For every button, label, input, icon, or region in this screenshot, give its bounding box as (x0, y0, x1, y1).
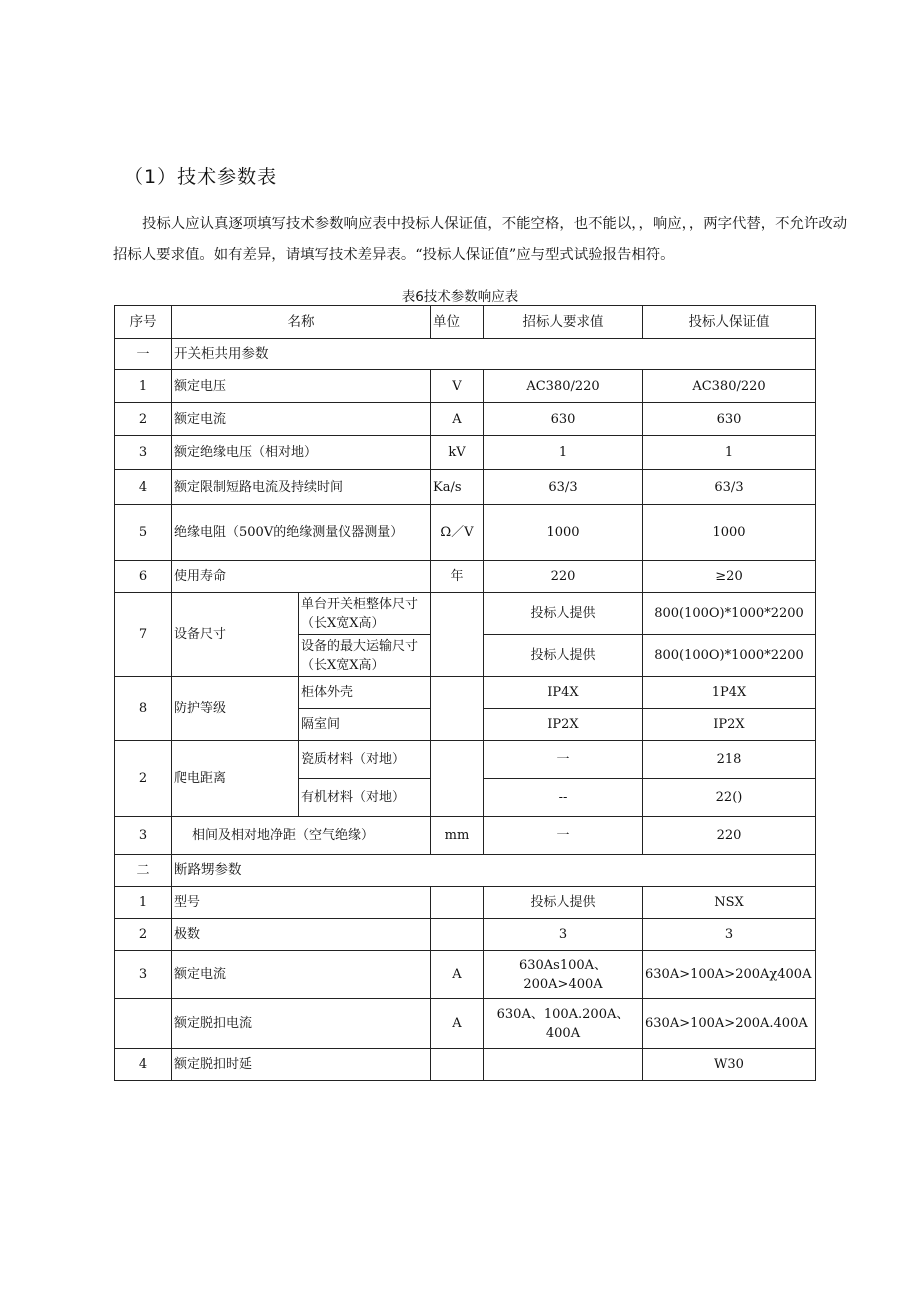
row-required: IP2X (484, 709, 643, 741)
table-row (115, 887, 816, 919)
row-no: 2 (115, 741, 172, 817)
table-row (115, 505, 816, 561)
row-guaranteed: 22() (643, 779, 816, 817)
row-name: 设备尺寸 (172, 593, 299, 677)
row-unit: kV (431, 436, 484, 470)
header-name: 名称 (172, 306, 431, 339)
row-name: 额定电流 (172, 951, 431, 999)
table-row (115, 436, 816, 470)
table-row (115, 817, 816, 855)
row-unit: mm (431, 817, 484, 855)
row-name: 爬电距离 (172, 741, 299, 817)
section-row (115, 855, 816, 887)
row-guaranteed: 630A>100A>200Aχ400A (643, 951, 816, 999)
technical-parameters-table (114, 305, 816, 1081)
row-no (115, 999, 172, 1049)
row-subname: 柜体外壳 (299, 677, 431, 709)
row-name: 绝缘电阻（500V的绝缘测量仪器测量） (172, 505, 431, 561)
row-unit: V (431, 370, 484, 403)
row-required: 投标人提供 (484, 887, 643, 919)
row-required: 220 (484, 561, 643, 593)
row-required: 1000 (484, 505, 643, 561)
row-required: 投标人提供 (484, 635, 643, 677)
row-no: 3 (115, 817, 172, 855)
row-no: 5 (115, 505, 172, 561)
row-guaranteed: NSX (643, 887, 816, 919)
table-row (115, 919, 816, 951)
table-row (115, 677, 816, 709)
row-no: 3 (115, 436, 172, 470)
row-name: 防护等级 (172, 677, 299, 741)
section-title: 开关柜共用参数 (172, 339, 816, 370)
row-no: 8 (115, 677, 172, 741)
row-name: 型号 (172, 887, 431, 919)
table-row (115, 561, 816, 593)
row-guaranteed: 1000 (643, 505, 816, 561)
header-unit: 单位 (431, 306, 484, 339)
row-unit: Ω／V (431, 505, 484, 561)
row-name: 额定脱扣时延 (172, 1049, 431, 1081)
row-required: 一 (484, 817, 643, 855)
table-row (115, 403, 816, 436)
table-row (115, 999, 816, 1049)
row-name: 额定绝缘电压（相对地） (172, 436, 431, 470)
row-required: 一 (484, 741, 643, 779)
row-no: 1 (115, 370, 172, 403)
table-row (115, 593, 816, 635)
row-guaranteed: 3 (643, 919, 816, 951)
row-guaranteed: ≥20 (643, 561, 816, 593)
table-row (115, 370, 816, 403)
header-guaranteed: 投标人保证值 (643, 306, 816, 339)
row-no: 6 (115, 561, 172, 593)
row-name: 极数 (172, 919, 431, 951)
row-guaranteed: IP2X (643, 709, 816, 741)
row-required: 1 (484, 436, 643, 470)
header-required: 招标人要求值 (484, 306, 643, 339)
row-guaranteed: AC380/220 (643, 370, 816, 403)
table-caption: 表6技术参数响应表 (401, 289, 519, 305)
row-subname: 隔室间 (299, 709, 431, 741)
row-guaranteed: 800(100O)*1000*2200 (643, 635, 816, 677)
row-guaranteed: 218 (643, 741, 816, 779)
row-no: 7 (115, 593, 172, 677)
row-no: 4 (115, 1049, 172, 1081)
row-no: 2 (115, 919, 172, 951)
section-heading: （1）技术参数表 (124, 166, 278, 188)
row-name: 额定电压 (172, 370, 431, 403)
row-no: 1 (115, 887, 172, 919)
row-unit (431, 887, 484, 919)
header-no: 序号 (115, 306, 172, 339)
section-row (115, 339, 816, 370)
row-name: 额定脱扣电流 (172, 999, 431, 1049)
instruction-paragraph: 投标人应认真逐项填写技术参数响应表中投标人保证值，不能空格，也不能以，，响应，，两字代替，不允许改动招标人要求值。如有差异，请填写技术差异表。“投标人保证值”应与型式试验报告相符。 (113, 216, 848, 263)
row-guaranteed: 63/3 (643, 470, 816, 505)
row-unit: 年 (431, 561, 484, 593)
table-row (115, 951, 816, 999)
row-subname: 单台开关柜整体尺寸（长X宽X高） (299, 593, 431, 635)
row-required: 630 (484, 403, 643, 436)
row-required: 630A、100A.200A、400A (484, 999, 643, 1049)
row-no: 4 (115, 470, 172, 505)
row-unit (431, 593, 484, 677)
section-no: 二 (115, 855, 172, 887)
row-name: 额定电流 (172, 403, 431, 436)
row-subname: 瓷质材料（对地） (299, 741, 431, 779)
row-guaranteed: 1P4X (643, 677, 816, 709)
row-unit: Ka/s (431, 470, 484, 505)
row-name: 相间及相对地净距（空气绝缘） (172, 817, 431, 855)
table-row (115, 470, 816, 505)
table-header-row (115, 306, 816, 339)
row-no: 2 (115, 403, 172, 436)
row-unit: A (431, 403, 484, 436)
row-unit: A (431, 999, 484, 1049)
row-subname: 设备的最大运输尺寸（长X宽X高） (299, 635, 431, 677)
row-name: 额定限制短路电流及持续时间 (172, 470, 431, 505)
row-no: 3 (115, 951, 172, 999)
row-unit (431, 677, 484, 741)
row-guaranteed: 630A>100A>200A.400A (643, 999, 816, 1049)
table-row (115, 1049, 816, 1081)
row-required: 投标人提供 (484, 593, 643, 635)
row-required: AC380/220 (484, 370, 643, 403)
row-guaranteed: 800(100O)*1000*2200 (643, 593, 816, 635)
row-name: 使用寿命 (172, 561, 431, 593)
table-row (115, 741, 816, 779)
row-unit (431, 1049, 484, 1081)
row-unit (431, 741, 484, 817)
row-guaranteed: 630 (643, 403, 816, 436)
section-title: 断路甥参数 (172, 855, 816, 887)
row-required: 3 (484, 919, 643, 951)
row-guaranteed: 220 (643, 817, 816, 855)
row-required: IP4X (484, 677, 643, 709)
row-subname: 有机材料（对地） (299, 779, 431, 817)
row-required (484, 1049, 643, 1081)
row-guaranteed: 1 (643, 436, 816, 470)
row-unit (431, 919, 484, 951)
row-guaranteed: W30 (643, 1049, 816, 1081)
section-no: 一 (115, 339, 172, 370)
row-unit: A (431, 951, 484, 999)
row-required: -- (484, 779, 643, 817)
row-required: 63/3 (484, 470, 643, 505)
row-required: 630As100A、200A>400A (484, 951, 643, 999)
